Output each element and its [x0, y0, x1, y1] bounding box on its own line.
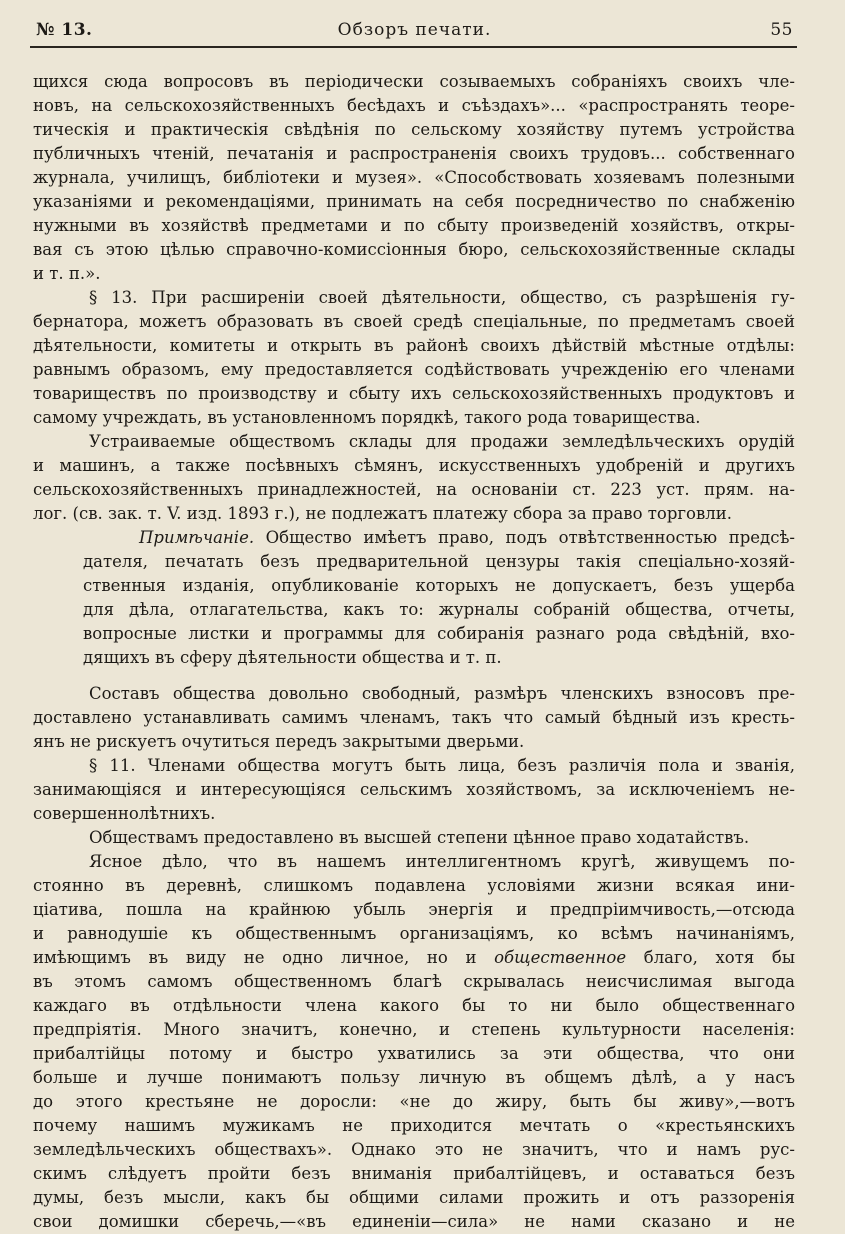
text-line: § 13. При расширеніи своей дѣятельности, общество, съ разрѣшенія гу- — [89, 288, 795, 307]
note-first-line: Общество имѣетъ право, подъ отвѣтственностью предсѣ- — [254, 528, 795, 547]
text-line: нужными въ хозяйствѣ предметами и по сбыту произведеній хозяйствъ, откры- — [33, 216, 795, 235]
text-line — [83, 526, 795, 550]
body-text — [33, 70, 795, 1234]
emphasized-word: общественное — [494, 948, 627, 967]
text-line: для дѣла, отлагательства, какъ то: журналы собраній общества, отчеты, — [83, 600, 795, 619]
text-line: товариществъ по производству и сбыту ихъ сельскохозяйственныхъ продуктовъ и — [33, 384, 795, 403]
text-line: дящихъ въ сферу дѣятельности общества и т. п. — [83, 648, 502, 667]
paragraph-1 — [33, 70, 795, 286]
text-line: янъ не рискуетъ очутиться передъ закрытыми дверьми. — [33, 732, 525, 751]
text-line: публичныхъ чтеній, печатанія и распространенія своихъ трудовъ... собственнаго — [33, 144, 795, 163]
text-line: Составъ общества довольно свободный, размѣръ членскихъ взносовъ пре- — [89, 684, 795, 703]
page-number: 55 — [770, 20, 793, 40]
emph-line-end: благо, хотя бы — [626, 948, 796, 967]
text-line: и т. п.». — [33, 264, 101, 283]
text-line: новъ, на сельскохозяйственныхъ бесѣдахъ и съѣздахъ»... «распространять теоре- — [33, 96, 795, 115]
text-line: каждаго въ отдѣльности члена какого бы то ни было общественнаго — [33, 996, 795, 1015]
text-line: въ этомъ самомъ общественномъ благѣ скрывалась неисчислимая выгода — [33, 972, 795, 991]
text-line: вопросные листки и программы для собиранія разнаго рода свѣдѣній, вхо- — [83, 624, 795, 643]
text-line: щихся сюда вопросовъ въ періодически созываемыхъ собраніяхъ своихъ чле- — [33, 72, 795, 91]
text-line: равнымъ образомъ, ему предоставляется содѣйствовать учрежденію его членами — [33, 360, 795, 379]
spacer — [33, 670, 795, 682]
text-line: журнала, училищъ, библіотеки и музея». «Способствовать хозяевамъ полезными — [33, 168, 795, 187]
text-line: тическія и практическія свѣдѣнія по сельскому хозяйству путемъ устройства — [33, 120, 795, 139]
text-line: Устраиваемые обществомъ склады для продажи земледѣльческихъ орудій — [89, 432, 795, 451]
page-header — [36, 18, 793, 48]
text-line: вая съ этою цѣлью справочно-комиссіонныя бюро, сельскохозяйственные склады — [33, 240, 795, 259]
text-line: почему нашимъ мужикамъ не приходится мечтать о «крестьянскихъ — [33, 1116, 795, 1135]
paragraph-7 — [33, 850, 795, 1234]
text-line: земледѣльческихъ обществахъ». Однако это не значитъ, что и намъ рус- — [33, 1140, 795, 1159]
text-line — [33, 946, 795, 970]
text-line: ственныя изданія, опубликованіе которыхъ не допускаетъ, безъ ущерба — [83, 576, 795, 595]
text-line: скимъ слѣдуетъ пройти безъ вниманія прибалтійцевъ, и оставаться безъ — [33, 1164, 795, 1183]
note-block — [33, 526, 795, 670]
text-line: стоянно въ деревнѣ, слишкомъ подавлена условіями жизни всякая ини- — [33, 876, 795, 895]
text-line: лог. (св. зак. т. V. изд. 1893 г.), не подлежатъ платежу сбора за право торговли. — [33, 504, 732, 523]
text-line: самому учреждать, въ установленномъ порядкѣ, такого рода товарищества. — [33, 408, 701, 427]
text-line: совершеннолѣтнихъ. — [33, 804, 216, 823]
text-line: дѣятельности, комитеты и открыть въ районѣ своихъ дѣйствій мѣстные отдѣлы: — [33, 336, 795, 355]
text-line: прибалтійцы потому и быстро ухватились за эти общества, что они — [33, 1044, 795, 1063]
paragraph-4 — [33, 682, 795, 754]
text-line: сельскохозяйственныхъ принадлежностей, на основаніи ст. 223 уст. прям. на- — [33, 480, 795, 499]
running-title: Обзоръ печати. — [337, 20, 492, 40]
text-line: дателя, печатать безъ предварительной цензуры такія спеціально-хозяй- — [83, 552, 795, 571]
issue-number: № 13. — [36, 20, 93, 40]
text-line: Обществамъ предоставлено въ высшей степени цѣнное право ходатайствъ. — [89, 828, 750, 847]
paragraph-2 — [33, 286, 795, 430]
text-line: думы, безъ мысли, какъ бы общими силами прожить и отъ раззоренія — [33, 1188, 795, 1207]
text-line: ціатива, пошла на крайнюю убыль энергія и предпріимчивость,—отсюда — [33, 900, 795, 919]
text-line: предпріятія. Много значитъ, конечно, и степень культурности населенія: — [33, 1020, 795, 1039]
text-line: занимающіяся и интересующіяся сельскимъ хозяйствомъ, за исключеніемъ не- — [33, 780, 795, 799]
text-line: указаніями и рекомендаціями, принимать на себя посредничество по снабженію — [33, 192, 795, 211]
text-line: больше и лучше понимаютъ пользу личную въ общемъ дѣлѣ, а у насъ — [33, 1068, 795, 1087]
text-line: бернатора, можетъ образовать въ своей средѣ спеціальные, по предметамъ своей — [33, 312, 795, 331]
text-line: Ясное дѣло, что въ нашемъ интеллигентномъ кругѣ, живущемъ по- — [89, 852, 795, 871]
text-line: до этого крестьяне не доросли: «не до жиру, быть бы живу»,—вотъ — [33, 1092, 795, 1111]
text-line: свои домишки сберечь,—«въ единеніи—сила» не нами сказано и не — [33, 1212, 795, 1231]
note-label: Примѣчаніе. — [139, 528, 255, 547]
emph-line-start: имѣющимъ въ виду не одно личное, но и — [33, 948, 495, 967]
text-line: доставлено устанавливать самимъ членамъ, такъ что самый бѣдный изъ кресть- — [33, 708, 795, 727]
paragraph-6 — [33, 826, 795, 850]
header-rule — [30, 46, 797, 48]
text-line: и машинъ, а также посѣвныхъ сѣмянъ, искусственныхъ удобреній и другихъ — [33, 456, 795, 475]
text-line: и равнодушіе къ общественнымъ организаціямъ, ко всѣмъ начинаніямъ, — [33, 924, 795, 943]
paragraph-5 — [33, 754, 795, 826]
text-line: § 11. Членами общества могутъ быть лица, безъ различія пола и званія, — [89, 756, 795, 775]
paragraph-3 — [33, 430, 795, 526]
